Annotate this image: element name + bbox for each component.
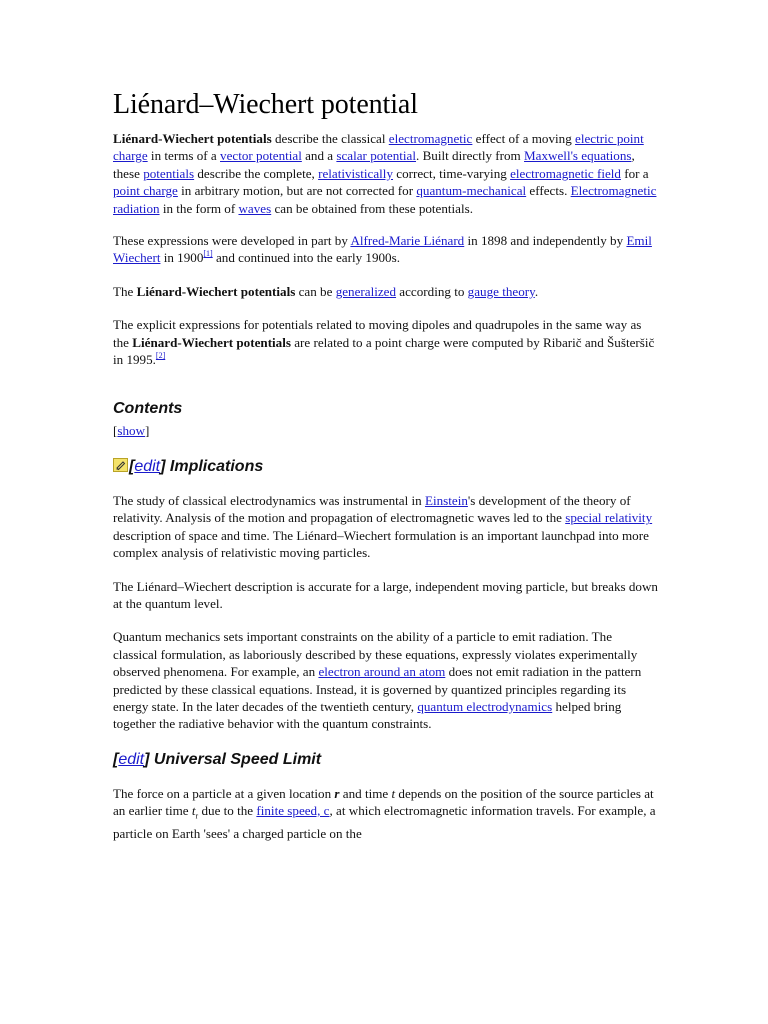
variable-t-r: t: [191, 803, 196, 819]
link-quantum-electrodynamics[interactable]: quantum electrodynamics: [417, 698, 553, 714]
link-electromagnetic-field[interactable]: electromagnetic field: [510, 165, 621, 181]
link-electromagnetic[interactable]: electromagnetic: [388, 131, 473, 146]
link-generalized[interactable]: generalized: [335, 283, 397, 299]
contents-toggle-row: [show]: [113, 423, 150, 439]
intro-paragraph-4: The explicit expressions for potentials related to moving dipoles and quadrupoles in the same way as the Liénard-Wiechert potentials are related to a point charge were computed by Ribarič and Šušteršič in 1995.[2]: [113, 317, 655, 368]
bold-term: Liénard-Wiechert potentials: [132, 334, 291, 350]
link-vector-potential[interactable]: vector potential: [220, 148, 302, 164]
edit-link-implications[interactable]: edit: [134, 457, 161, 475]
bold-term: Liénard-Wiechert potentials: [113, 131, 272, 146]
contents-show-link[interactable]: show: [117, 423, 146, 439]
section-title: Implications: [165, 457, 264, 475]
link-waves[interactable]: waves: [238, 200, 272, 216]
link-quantum-mechanical[interactable]: quantum-mechanical: [416, 183, 527, 199]
section-heading-implications: [edit] Implications: [113, 457, 658, 477]
link-electron-around-an-atom[interactable]: electron around an atom: [318, 664, 446, 680]
contents-heading: Contents: [113, 400, 183, 418]
link-finite-speed-c[interactable]: finite speed, c: [256, 803, 330, 819]
implications-paragraph-3: Quantum mechanics sets important constraints on the ability of a particle to emit radiation. The classical formulation, as laboriously described by these equations, expressly violates experimentally observed phenomena. For example, an electron around an atom does not emit radiation in the pattern predicted by these classical equations. Instead, it is governed by quantized principles regarding its energy state. In the later decades of the twentieth century, quantum electrodynamics helped bring together the radiative behavior with the quantum constraints.: [113, 629, 642, 732]
link-electric-point-charge[interactable]: electric point charge: [113, 131, 644, 164]
link-emil-wiechert[interactable]: Emil Wiechert: [113, 233, 652, 266]
reference-link-1[interactable]: [1]: [203, 249, 213, 259]
reference-link-2[interactable]: [2]: [155, 351, 166, 361]
variable-t: t: [391, 785, 396, 801]
page-title: Liénard–Wiechert potential: [113, 89, 418, 120]
link-scalar-potential[interactable]: scalar potential: [336, 148, 417, 164]
vector-r: r: [334, 785, 340, 801]
implications-paragraph-1: The study of classical electrodynamics was instrumental in Einstein's development of the theory of relativity. Analysis of the motion and propagation of electromagnetic waves led to the special relativity description of space and time. The Liénard–Wiechert formulation is an important launchpad into more complex analysis of relativistic moving particles.: [113, 492, 653, 561]
bold-term: Liénard-Wiechert potentials: [136, 283, 296, 299]
intro-paragraph-3: The Liénard-Wiechert potentials can be generalized according to gauge theory.: [113, 283, 539, 299]
article: [113, 88, 658, 843]
link-maxwells-equations[interactable]: Maxwell's equations: [524, 148, 632, 164]
link-electromagnetic-radiation[interactable]: Electromagnetic radiation: [113, 183, 657, 216]
link-special-relativity[interactable]: special relativity: [565, 510, 653, 526]
intro-paragraph-2: These expressions were developed in part by Alfred-Marie Liénard in 1898 and independently by Emil Wiechert in 1900[1] and continued into the early 1900s.: [113, 233, 652, 266]
link-gauge-theory[interactable]: gauge theory: [467, 283, 535, 299]
speed-limit-paragraph-1: The force on a particle at a given location r and time t depends on the position of the source particles at an earlier time $t_r$ due to the finite speed, c, at which electromagnetic information travels. For example, a particle on Earth 'sees' a charged particle on the: [113, 785, 656, 842]
link-einstein[interactable]: Einstein: [424, 492, 468, 508]
section-heading-universal-speed-limit: [edit] Universal Speed Limit: [113, 750, 322, 768]
edit-link-universal-speed-limit[interactable]: edit: [118, 750, 145, 768]
intro-paragraph-1: Liénard-Wiechert potentials describe the classical electromagnetic effect of a moving electric point charge in terms of a vector potential and a scalar potential. Built directly from Maxwell's equations, these potentials describe the complete, relativistically correct, time-varying electromagnetic field for a point charge in arbitrary motion, but are not corrected for quantum-mechanical effects. Electromagnetic radiation in the form of waves can be obtained from these potentials.: [113, 131, 657, 216]
section-title: Universal Speed Limit: [149, 750, 322, 768]
link-relativistically[interactable]: relativistically: [318, 165, 393, 181]
edit-pencil-icon[interactable]: [113, 458, 128, 472]
link-potentials[interactable]: potentials: [143, 165, 195, 181]
link-alfred-marie-lienard[interactable]: Alfred-Marie Liénard: [350, 233, 465, 249]
implications-paragraph-2: The Liénard–Wiechert description is accurate for a large, independent moving particle, but breaks down at the quantum level.: [113, 578, 658, 611]
link-point-charge[interactable]: point charge: [113, 183, 178, 199]
